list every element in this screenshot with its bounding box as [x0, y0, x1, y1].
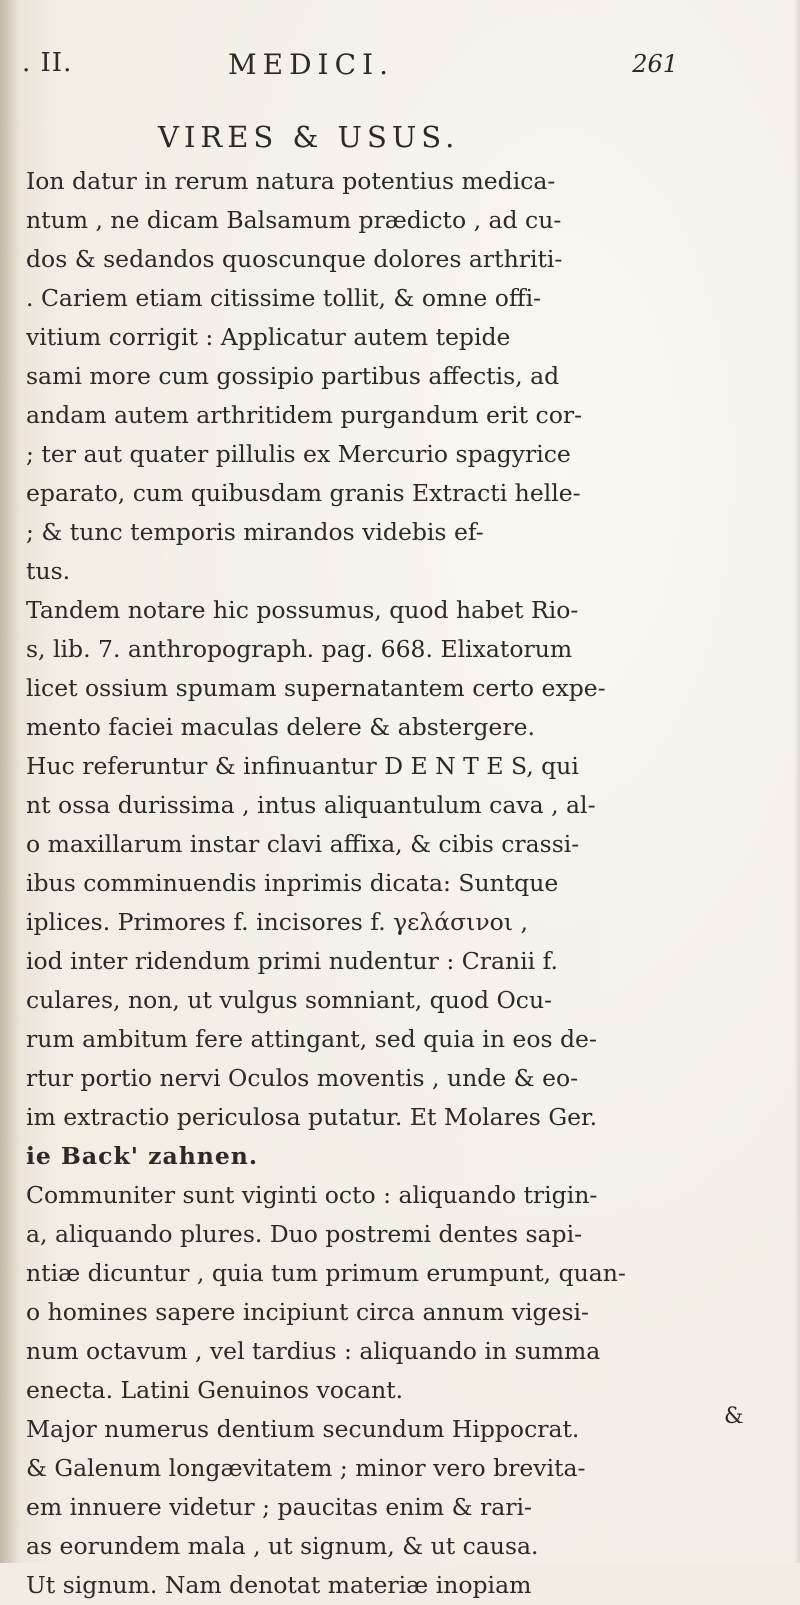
body-text	[26, 162, 786, 1605]
text-line: em innuere videtur ; paucitas enim & rari-	[26, 1493, 532, 1521]
text-line: as eorundem mala , ut signum, & ut causa.	[26, 1532, 539, 1560]
text-line: o maxillarum instar clavi affixa, & cibis crassi-	[26, 830, 580, 858]
text-line: nt ossa durissima , intus aliquantulum cava , al-	[26, 791, 596, 819]
running-title: MEDICI.	[228, 48, 395, 81]
text-line: ie Back' zahnen.	[26, 1142, 259, 1170]
text-line: ; & tunc temporis mirandos videbis ef-	[26, 518, 484, 546]
catchword: &	[724, 1404, 744, 1429]
text-line: Ut signum. Nam denotat materiæ inopiam	[26, 1571, 532, 1599]
text-line: Huc referuntur & infinuantur D E N T E S, qui	[26, 752, 579, 780]
text-line: culares, non, ut vulgus somniant, quod Ocu-	[26, 986, 553, 1014]
text-line: licet ossium spumam supernatantem certo expe-	[26, 674, 606, 702]
text-line: Communiter sunt viginti octo : aliquando trigin-	[26, 1181, 598, 1209]
text-line: ; ter aut quater pillulis ex Mercurio spagyrice	[26, 440, 571, 468]
text-line: Major numerus dentium secundum Hippocrat.	[26, 1415, 580, 1443]
page-edge	[794, 0, 800, 1563]
text-line: dos & sedandos quoscunque dolores arthriti-	[26, 245, 563, 273]
text-line: s, lib. 7. anthropograph. pag. 668. Elixatorum	[26, 635, 573, 663]
text-line: im extractio periculosa putatur. Et Molares Ger.	[26, 1103, 598, 1131]
text-line: tus.	[26, 557, 71, 585]
text-line: enecta. Latini Genuinos vocant.	[26, 1376, 404, 1404]
text-line: sami more cum gossipio partibus affectis, ad	[26, 362, 560, 390]
section-number: . II.	[22, 48, 73, 78]
page-number: 261	[632, 50, 678, 78]
text-line: num octavum , vel tardius : aliquando in summa	[26, 1337, 601, 1365]
text-line: a, aliquando plures. Duo postremi dentes sapi-	[26, 1220, 583, 1248]
text-line: rum ambitum fere attingant, sed quia in eos de-	[26, 1025, 597, 1053]
text-line: & Galenum longævitatem ; minor vero brevita-	[26, 1454, 586, 1482]
text-line: Tandem notare hic possumus, quod habet Rio-	[26, 596, 579, 624]
text-line: iod inter ridendum primi nudentur : Cranii f.	[26, 947, 558, 975]
text-line: Ion datur in rerum natura potentius medica-	[26, 167, 556, 195]
text-line: mento faciei maculas delere & abstergere.	[26, 713, 535, 741]
running-head	[10, 48, 790, 88]
text-line: iplices. Primores f. incisores f. γελάσινοι ,	[26, 908, 528, 936]
text-line: ntiæ dicuntur , quia tum primum erumpunt, quan-	[26, 1259, 626, 1287]
text-line: ibus comminuendis inprimis dicata: Suntque	[26, 869, 559, 897]
text-line: . Cariem etiam citissime tollit, & omne offi-	[26, 284, 542, 312]
text-line: vitium corrigit : Applicatur autem tepide	[26, 323, 511, 351]
text-line: o homines sapere incipiunt circa annum vigesi-	[26, 1298, 589, 1326]
text-line: andam autem arthritidem purgandum erit cor-	[26, 401, 583, 429]
text-line: eparato, cum quibusdam granis Extracti helle-	[26, 479, 581, 507]
section-title: VIRES & USUS.	[158, 120, 460, 154]
text-line: ntum , ne dicam Balsamum prædicto , ad cu-	[26, 206, 562, 234]
text-line: rtur portio nervi Oculos moventis , unde & eo-	[26, 1064, 579, 1092]
binding-shadow	[0, 0, 18, 1563]
